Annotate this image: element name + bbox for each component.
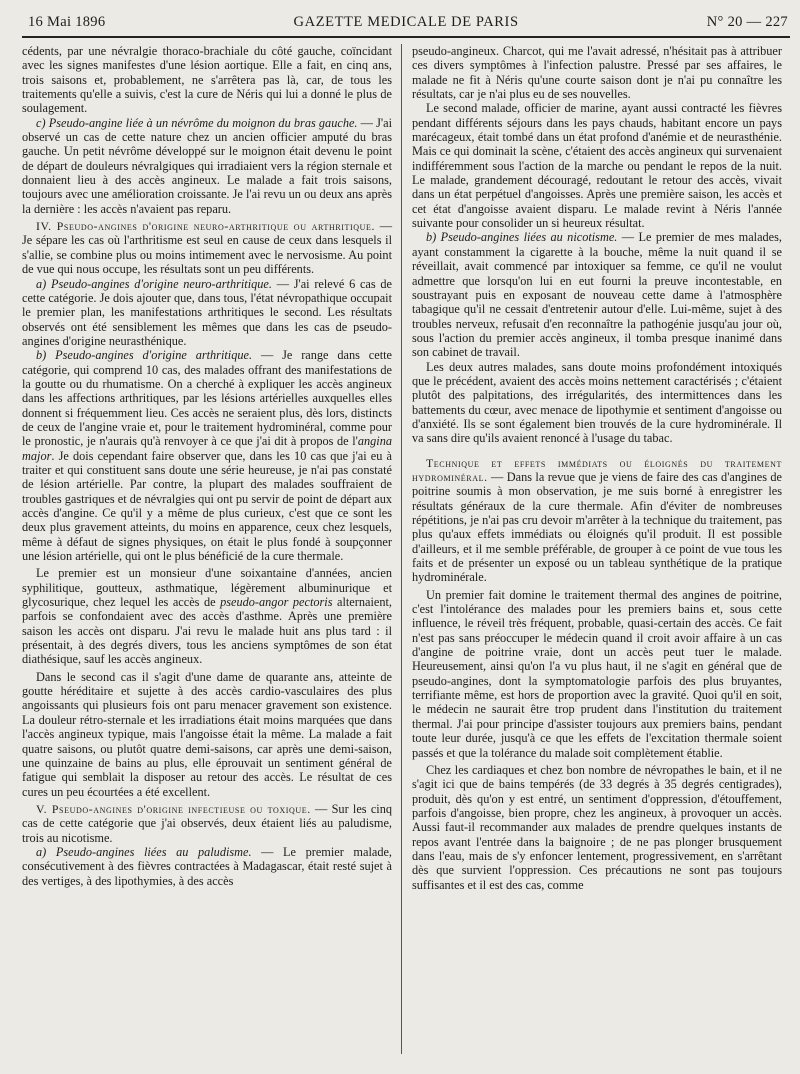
paragraph-text: alternaient, parfois se confondaient avec des accès d'asthme. Après une première saison les accès ont disparu. J'ai revu le malade huit ans plus tard : il présentait, à des degrés divers, tous les anciens symptômes de son état diathésique, sauf les accès angineux. — [22, 595, 392, 667]
paragraph-text: — Le premier malade, consécutivement à des fièvres contractées à Madagascar, était resté sujet à des vertiges, à des lipothymies, à des accès — [22, 844, 392, 888]
paragraph: Un premier fait domine le traitement thermal des angines de poitrine, c'est l'intolérance des malades pour les premiers bains et, sous cette influence, le réveil très fréquent, probable, quasi-certain des accès. Ce fait n'est pas sans préoccuper le médecin quand il croit avoir affaire à un cas d'angine de poitrine vraie, dont un accès peut tuer le malade. Heureusement, ainsi qu'on l'a vu plus haut, il ne s'agit en général que de pseudo-angines, dont la symptomatologie parfois des plus bruyantes, terrifiante même, est hors de proportion avec la gravité. Quoi qu'il en soit, le médecin ne saurait être trop prudent dans l'institution du traitement thermal. J'ai pour principe d'assister toujours aux premiers bains, pendant toute leur durée, jusqu'à ce que les effets de l'excitation thermale soient passés et que la tolérance du malade soit complètement établie. — [412, 587, 782, 760]
subsection-heading: c) Pseudo-angine liée à un névrôme du moignon du bras gauche. — [36, 115, 358, 130]
paragraph: Chez les cardiaques et chez bon nombre de névropathes le bain, et il ne s'agit ici que de bains tempérés (de 33 degrés à 35 degrés centigrades), produit, dès qu'on y est entré, un sentiment d'oppression, d'étouffement, parfois d'angoisse, bien propre, chez les angineux, à provoquer un accès. Aussi faut-il recommander aux malades de prendre quelques instants de repos avant l'entrée dans la baignoire ; de ne pas plonger brusquement dans l'eau, mais de s'y enfoncer lentement, progressivement, en s'arrêtant dès que survient l'oppression. Ces précautions ne sont pas toujours suffisantes et il est des cas, comme — [412, 762, 782, 892]
page-header — [22, 14, 790, 31]
subsection-heading: b) Pseudo-angines d'origine arthritique. — [36, 348, 253, 363]
section-v — [22, 802, 392, 845]
paragraph-text: — Dans la revue que je viens de faire des cas d'angines de poitrine soumis à mon observation, je me suis borné à enregistrer les résultats généraux de la cure thermale. Afin d'éviter de nombreuses répétitions, je n'ai pas cru devoir m'arrêter à la technique du traitement, pas plus qu'aux effets immédiats ou éloignés qu'il produit. Il est possible d'ailleurs, et il me semble préférable, de grouper à ce point de vue tous les faits et de présenter un exposé ou un tableau synthétique de la pratique hydrominérale. — [412, 469, 782, 585]
paragraph — [22, 277, 392, 349]
section-heading: IV. Pseudo-angines d'origine neuro-arthritique ou arthritique. — [36, 219, 376, 234]
paragraph-text: . Je dois cependant faire observer que, dans les 10 cas que j'ai eu à traiter et qui constituent sans doute une série heureuse, je n'ai pas constaté de lésion artérielle. Par contre, la plupart des malades souffraient de troubles gastriques et de névralgies qui ont pu servir de point de départ aux accès d'angine. Ce qu'il y a même de plus curieux, c'est que ce sont les deux plus gravement atteints, du moins en apparence, ceux chez lesquels, même à défaut de signes physiques, on était le plus fondé à soupçonner une lésion artérielle, qui ont le plus bénéficié de la cure thermale. — [22, 448, 392, 564]
italic-term: angina major — [22, 434, 392, 463]
italic-term: pseudo-angor pectoris — [220, 595, 333, 610]
paragraph-text: — Je sépare les cas où l'arthritisme est seul en cause de ceux dans lesquels il s'allie, se combine plus ou moins intimement avec le nervosisme. Au point de vue qui nous occupe, les résultats sont un peu différents. — [22, 219, 392, 277]
paragraph-text: — J'ai observé un cas de cette nature chez un ancien officier amputé du bras gauche. Un petit névrôme développé sur le moignon était devenu le point de départ de douleurs névralgiques qui irradiaient vers la région sternale et donnaient lieu à des accès angineux. Le malade a fait trois saisons, toujours avec une amélioration croissante. Je l'ai revu un ou deux ans après la dernière : les accès n'avaient pas reparu. — [22, 115, 392, 216]
paragraph: Le second malade, officier de marine, ayant aussi contracté les fièvres pendant différents séjours dans les pays chauds, habitant encore un pays marécageux, était tombé dans un état profond d'anémie et de neurasthénie. Mais ce qui dominait la scène, c'étaient des accès angineux qui survenaient indifféremment sous l'action de la marche ou pendant le repos de la nuit. Le malade, grandement découragé, redoutant le retour des accès, vivait dans un état perpétuel d'angoisses. Après une première saison, les accès et cet état d'angoisse avaient disparu. Le malade revint à Néris l'année suivante pour consolider un si heureux résultat. — [412, 101, 782, 231]
section-heading: V. Pseudo-angines d'origine infectieuse ou toxique. — [36, 801, 311, 816]
paragraph-text: — J'ai relevé 6 cas de cette catégorie. Je dois ajouter que, dans tous, l'état névropathique occupait le premier plan, les manifestations arthritiques le second. Les résultats observés ont été sensiblement les mêmes que dans les cas de pseudo-angines d'origine neurasthénique. — [22, 276, 392, 348]
header-rule — [22, 36, 790, 38]
subsection-heading: b) Pseudo-angines liées au nicotisme. — [426, 230, 618, 245]
journal-title: GAZETTE MEDICALE DE PARIS — [293, 14, 519, 30]
paragraph — [22, 566, 392, 666]
section-technique — [412, 456, 782, 585]
right-column — [402, 44, 782, 1054]
paragraph-text: — Sur les cinq cas de cette catégorie que j'ai observés, deux étaient liés au paludisme, trois au nicotisme. — [22, 801, 393, 845]
paragraph-text: — Le premier de mes malades, ayant constamment la cigarette à la bouche, même la nuit quand il se réveillait, avait commencé par intoxiquer sa femme, ce qu'il ne voulut admettre que lorsqu'on lui en eut fourni la preuve incontestable, en soustrayant puis en exposant de nouveau cette dame à l'atmosphère tabagique qu'il ne cessait d'entretenir autour d'elle. Lui-même, sujet à des troubles nerveux, refusait d'en reconnaître la pathogénie jusqu'au jour où, sous l'action du premier accès angineux, il tomba presque inanimé dans son cabinet de travail. — [412, 230, 782, 360]
paragraph: pseudo-angineux. Charcot, qui me l'avait adressé, n'hésitait pas à attribuer ces divers symptômes à l'infection palustre. Pressé par ses affaires, le malade ne fit à Néris qu'une courte saison dont je n'ai pu connaître les résultats, car je n'ai plus eu de ses nouvelles. — [412, 44, 782, 102]
page-number: N° 20 — 227 — [706, 14, 788, 30]
paragraph: Les deux autres malades, sans doute moins profondément intoxiqués que le précédent, avaient des accès moins nettement caractérisés ; c'étaient plutôt des palpitations, des irrégularités, des intermittences dans les battements du cœur, avec menace de lipothymie et sentiment d'angoisse ou d'anxiété. Ils se sont également bien trouvés de la cure hydrominérale. Il va sans dire qu'ils avaient renoncé à l'usage du tabac. — [412, 359, 782, 446]
paragraph — [412, 230, 782, 359]
paragraph — [22, 348, 392, 563]
subsection-heading: a) Pseudo-angines d'origine neuro-arthritique. — [36, 276, 272, 291]
paragraph-text: Le premier est un monsieur d'une soixantaine d'années, ancien syphilitique, goutteux, asthmatique, légèrement albuminurique et glycosurique, chez lequel les accès de — [22, 566, 392, 610]
subsection-heading: a) Pseudo-angines liées au paludisme. — [36, 844, 252, 859]
paragraph: cédents, par une névralgie thoraco-brachiale du côté gauche, coïncidant avec les signes manifestes d'une lésion aortique. Elle a fait, en cinq ans, trois saisons et, probablement, ne s'arrêtera pas là, car, de tous les traitements qu'elle a suivis, c'est la cure de Néris qui lui a donné le plus de soulagement. — [22, 44, 392, 116]
paragraph: Dans le second cas il s'agit d'une dame de quarante ans, atteinte de goutte héréditaire et sujette à des accès cardio-vasculaires des plus angoissants qui plusieurs fois ont paru menacer gravement son existence. La douleur rétro-sternale et les irradiations était moins marquées que dans l'accès angineux typique, mais l'angoisse était la même. La malade a fait quatre saisons, ou plutôt quatre demi-saisons, car après une demi-saison, une quinzaine de bains au plus, elle éprouvait un sentiment général de fatigue qui semblait la disposer au retour des accès. Le résultat de ces cures un peu écourtées a été excellent. — [22, 669, 392, 799]
article-body — [22, 44, 790, 1054]
header-date: 16 Mai 1896 — [28, 14, 106, 30]
section-heading: Technique et effets immédiats ou éloignés du traitement hydrominéral. — [412, 455, 782, 484]
left-column — [22, 44, 402, 1054]
section-iv — [22, 219, 392, 276]
paragraph — [22, 845, 392, 888]
paragraph — [22, 116, 392, 216]
paragraph-text: — Je range dans cette catégorie, qui comprend 10 cas, des malades offrant des manifestations de la goutte ou du rhumatisme. On a cherché à expliquer les accès angineux dans les affections arthritiques, par les lésions artérielles auxquelles elles donnent si fréquemment lieu. Ces accès ne seraient plus, dès lors, distincts de ceux de l'angine vraie et, pour le traitement hydrominéral, comme pour le pronostic, je n'aurais qu'à renvoyer à ce que j'ai dit à propos de l' — [22, 348, 392, 449]
